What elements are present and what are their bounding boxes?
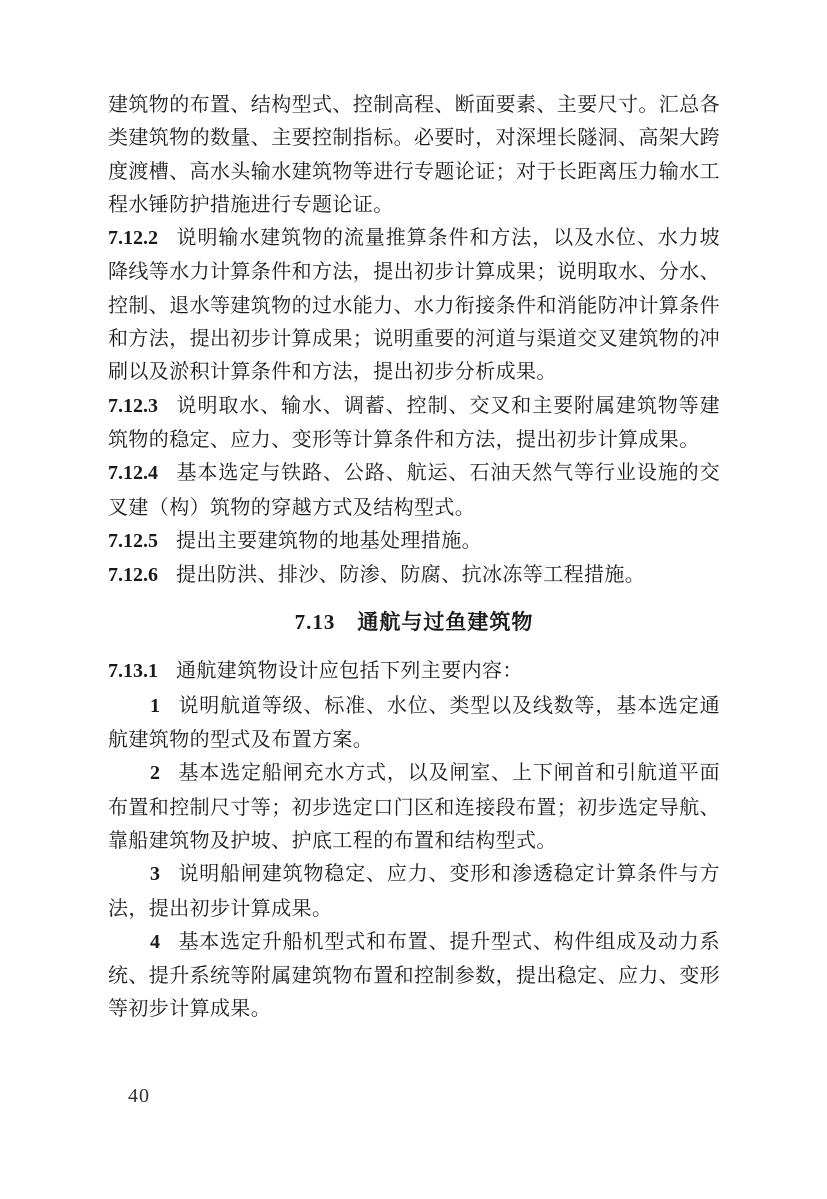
section-number: 7.13	[294, 610, 336, 635]
list-item	[108, 756, 720, 857]
clause-number: 7.12.2	[108, 227, 158, 250]
clause-text: 提出防洪、排沙、防渗、防腐、抗冰冻等工程措施。	[176, 562, 646, 587]
clause-7-12-6	[108, 558, 720, 592]
item-number: 4	[150, 930, 160, 953]
item-number: 3	[150, 863, 160, 886]
clause-text: 说明取水、输水、调蓄、控制、交叉和主要附属建筑物等建筑物的稳定、应力、变形等计算条件和方法，提出初步计算成果。	[108, 392, 720, 451]
intro-paragraph: 建筑物的布置、结构型式、控制高程、断面要素、主要尺寸。汇总各类建筑物的数量、主要控制指标。必要时，对深埋长隧洞、高架大跨度渡槽、高水头输水建筑物等进行专题论证；对于长距离压力输水工程水锤防护措施进行专题论证。	[108, 92, 720, 216]
clause-number: 7.12.4	[108, 462, 158, 485]
clause-7-12-2	[108, 221, 720, 388]
list-item	[108, 689, 720, 757]
item-number: 1	[150, 694, 160, 717]
clause-text: 说明输水建筑物的流量推算条件和方法，以及水位、水力坡降线等水力计算条件和方法，提出初步计算成果；说明取水、分水、控制、退水等建筑物的过水能力、水力衔接条件和消能防冲计算条件和方法，提出初步计算成果；说明重要的河道与渠道交叉建筑物的冲刷以及淤积计算条件和方法，提出初步分析成果。	[108, 225, 720, 384]
clause-7-12-4	[108, 456, 720, 524]
clause-number: 7.12.5	[108, 529, 158, 552]
page-body	[108, 88, 720, 1026]
clause-text: 通航建筑物设计应包括下列主要内容：	[176, 658, 523, 683]
clause-text: 基本选定与铁路、公路、航运、石油天然气等行业设施的交叉建（构）筑物的穿越方式及结构型式。	[108, 460, 720, 519]
section-title: 通航与过鱼建筑物	[357, 610, 534, 635]
clause-number: 7.13.1	[108, 660, 158, 683]
section-heading	[108, 606, 720, 638]
item-text: 基本选定船闸充水方式，以及闸室、上下闸首和引航道平面布置和控制尺寸等；初步选定口门区和连接段布置；初步选定导航、靠船建筑物及护坡、护底工程的布置和结构型式。	[108, 760, 720, 852]
clause-number: 7.12.6	[108, 564, 158, 587]
page-number: 40	[128, 1085, 150, 1107]
item-text: 说明航道等级、标准、水位、类型以及线数等，基本选定通航建筑物的型式及布置方案。	[108, 692, 720, 752]
clause-text: 提出主要建筑物的地基处理措施。	[176, 527, 482, 552]
item-text: 说明船闸建筑物稳定、应力、变形和渗透稳定计算条件与方法，提出初步计算成果。	[108, 861, 720, 920]
list-item	[108, 857, 720, 925]
clause-7-12-5	[108, 524, 720, 558]
clause-number: 7.12.3	[108, 394, 158, 417]
clause-7-12-3	[108, 389, 720, 457]
clause-7-13-1	[108, 654, 720, 688]
item-number: 2	[150, 762, 160, 785]
item-text: 基本选定升船机型式和布置、提升型式、构件组成及动力系统、提升系统等附属建筑物布置和控制参数，提出稳定、应力、变形等初步计算成果。	[108, 928, 720, 1021]
list-item	[108, 925, 720, 1026]
